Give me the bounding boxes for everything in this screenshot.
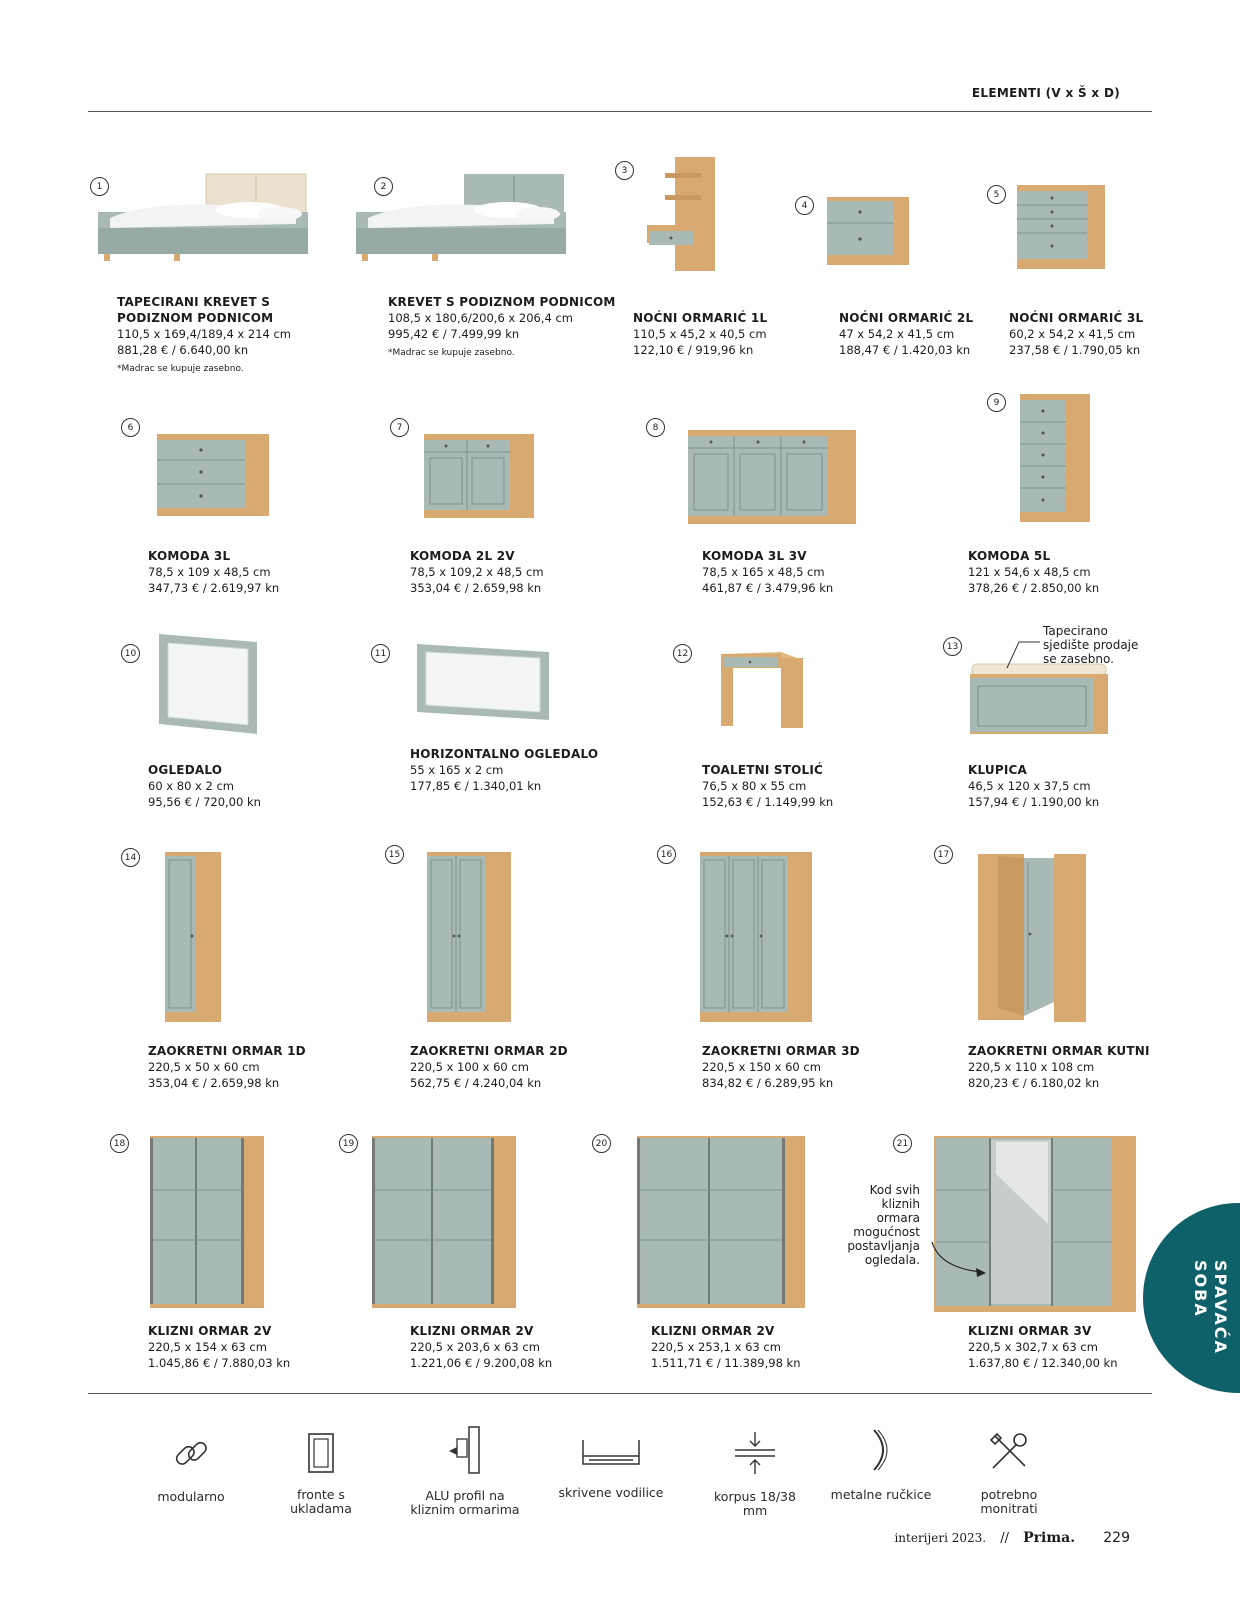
horizontal-mirror-image: [415, 642, 551, 722]
item-number: 20: [592, 1134, 611, 1153]
sliding-wardrobe-203-image: [370, 1134, 518, 1310]
nightstand-2-drawers-image: [825, 195, 911, 267]
product-dimensions: 47 x 54,2 x 41,5 cm: [839, 327, 955, 341]
product-dimensions: 78,5 x 109,2 x 48,5 cm: [410, 565, 544, 579]
product-13: [968, 762, 1198, 810]
mattress-note: *Madrac se kupuje zasebno.: [117, 364, 244, 374]
feature-label: fronte s ukladama: [290, 1487, 352, 1516]
feature-assembly: [954, 1430, 1064, 1516]
product-name: NOĆNI ORMARIĆ 2L: [839, 311, 974, 325]
item-number: 6: [121, 418, 140, 437]
product-price: 122,10 € / 919,96 kn: [633, 343, 754, 357]
item-number: 7: [390, 418, 409, 437]
item-number: 16: [657, 845, 676, 864]
feature-runners: [556, 1432, 666, 1500]
page-number: 229: [1103, 1530, 1130, 1546]
feature-label: metalne ručkice: [830, 1487, 932, 1502]
alu-profile-icon: [443, 1425, 487, 1475]
item-number: 4: [795, 196, 814, 215]
product-6: [148, 548, 378, 596]
product-name: OGLEDALO: [148, 763, 223, 777]
board-thickness-icon: [733, 1430, 777, 1476]
tools-icon: [987, 1430, 1031, 1474]
product-3: [633, 310, 863, 358]
product-dimensions: 220,5 x 50 x 60 cm: [148, 1060, 260, 1074]
item-number: 10: [121, 644, 140, 663]
sliding-wardrobe-154-image: [148, 1134, 266, 1310]
brand-logo: Prima.: [1023, 1530, 1076, 1546]
metal-handle-icon: [866, 1426, 896, 1474]
product-price: 1.045,86 € / 7.880,03 kn: [148, 1356, 291, 1370]
dresser-3-drawers-image: [155, 432, 271, 518]
item-number: 11: [371, 644, 390, 663]
product-name: KLIZNI ORMAR 2V: [148, 1324, 272, 1338]
product-16: [702, 1043, 932, 1091]
product-dimensions: 220,5 x 203,6 x 63 cm: [410, 1340, 540, 1354]
product-price: 1.511,71 € / 11.389,98 kn: [651, 1356, 801, 1370]
product-dimensions: 108,5 x 180,6/200,6 x 206,4 cm: [388, 311, 573, 325]
footer-separator: //: [1000, 1531, 1009, 1546]
product-dimensions: 110,5 x 169,4/189,4 x 214 cm: [117, 327, 292, 341]
product-2: [388, 294, 618, 358]
feature-label: skrivene vodilice: [558, 1485, 664, 1500]
product-price: 378,26 € / 2.850,00 kn: [968, 581, 1100, 595]
product-dimensions: 110,5 x 45,2 x 40,5 cm: [633, 327, 767, 341]
mirror-image: [157, 632, 261, 736]
product-dimensions: 46,5 x 120 x 37,5 cm: [968, 779, 1091, 793]
feature-modular: [136, 1432, 246, 1504]
nightstand-3-drawers-image: [1015, 183, 1107, 271]
product-dimensions: 55 x 165 x 2 cm: [410, 763, 504, 777]
product-price: 188,47 € / 1.420,03 kn: [839, 343, 971, 357]
seat-callout: Tapecirano sjedište prodaje se zasebno.: [1043, 624, 1139, 666]
item-number: 15: [385, 845, 404, 864]
product-price: 1.221,06 € / 9.200,08 kn: [410, 1356, 553, 1370]
product-12: [702, 762, 932, 810]
item-number: 3: [615, 161, 634, 180]
mattress-note: *Madrac se kupuje zasebno.: [388, 348, 515, 358]
product-10: [148, 762, 378, 810]
item-number: 18: [110, 1134, 129, 1153]
wardrobe-1-door-image: [163, 850, 223, 1024]
section-tab-label: SPAVAĆA SOBA: [1191, 1260, 1230, 1355]
product-price: 834,82 € / 6.289,95 kn: [702, 1076, 834, 1090]
product-dimensions: 220,5 x 154 x 63 cm: [148, 1340, 267, 1354]
wardrobe-2-doors-image: [425, 850, 513, 1024]
item-number: 8: [646, 418, 665, 437]
item-number: 1: [90, 177, 109, 196]
product-name: KOMODA 5L: [968, 549, 1051, 563]
product-name: KOMODA 2L 2V: [410, 549, 515, 563]
hidden-drawer-runner-icon: [579, 1432, 643, 1472]
page-footer: [894, 1530, 1130, 1546]
product-price: 562,75 € / 4.240,04 kn: [410, 1076, 542, 1090]
product-price: 353,04 € / 2.659,98 kn: [410, 581, 542, 595]
vanity-table-image: [719, 650, 809, 730]
item-number: 19: [339, 1134, 358, 1153]
product-name: TAPECIRANI KREVET S PODIZNOM PODNICOM: [117, 295, 274, 325]
item-number: 21: [893, 1134, 912, 1153]
item-number: 9: [987, 393, 1006, 412]
product-dimensions: 220,5 x 302,7 x 63 cm: [968, 1340, 1098, 1354]
product-name: ZAOKRETNI ORMAR 3D: [702, 1044, 860, 1058]
upholstered-bed-image: [90, 172, 310, 264]
product-dimensions: 121 x 54,6 x 48,5 cm: [968, 565, 1091, 579]
bottom-divider: [88, 1393, 1152, 1394]
product-price: 157,94 € / 1.190,00 kn: [968, 795, 1100, 809]
product-name: NOĆNI ORMARIĆ 3L: [1009, 311, 1144, 325]
product-11: [410, 746, 640, 794]
product-18: [148, 1323, 378, 1371]
feature-body: [700, 1430, 810, 1518]
wall-nightstand-image: [645, 155, 725, 273]
feature-alu: [410, 1425, 520, 1517]
feature-handles: [826, 1426, 936, 1502]
item-number: 2: [374, 177, 393, 196]
product-name: ZAOKRETNI ORMAR 1D: [148, 1044, 306, 1058]
item-number: 17: [934, 845, 953, 864]
product-name: NOĆNI ORMARIĆ 1L: [633, 311, 768, 325]
product-7: [410, 548, 640, 596]
product-name: KLIZNI ORMAR 2V: [651, 1324, 775, 1338]
mirror-callout: Kod svih kliznih ormara mogućnost postavljanja ogledala.: [847, 1183, 920, 1267]
dresser-3-drawers-3-doors-image: [686, 428, 858, 526]
product-14: [148, 1043, 378, 1091]
inset-front-icon: [306, 1432, 336, 1474]
product-17: [968, 1043, 1198, 1091]
product-5: [1009, 310, 1239, 358]
product-price: 237,58 € / 1.790,05 kn: [1009, 343, 1141, 357]
product-name: ZAOKRETNI ORMAR KUTNI: [968, 1044, 1150, 1058]
feature-fronts: [266, 1432, 376, 1516]
wardrobe-3-doors-image: [698, 850, 814, 1024]
product-price: 461,87 € / 3.479,96 kn: [702, 581, 834, 595]
product-price: 1.637,80 € / 12.340,00 kn: [968, 1356, 1118, 1370]
feature-label: korpus 18/38 mm: [714, 1489, 796, 1518]
product-15: [410, 1043, 640, 1091]
feature-label: potrebno monitrati: [980, 1487, 1038, 1516]
section-title: ELEMENTI (V x Š x D): [971, 86, 1120, 100]
product-price: 353,04 € / 2.659,98 kn: [148, 1076, 280, 1090]
item-number: 12: [673, 644, 692, 663]
item-number: 13: [943, 637, 962, 656]
product-price: 177,85 € / 1.340,01 kn: [410, 779, 542, 793]
product-9: [968, 548, 1198, 596]
product-name: KOMODA 3L 3V: [702, 549, 807, 563]
product-price: 152,63 € / 1.149,99 kn: [702, 795, 834, 809]
top-divider: [88, 111, 1152, 112]
item-number: 5: [987, 185, 1006, 204]
sliding-wardrobe-253-image: [635, 1134, 807, 1310]
magazine-name: interijeri 2023.: [894, 1531, 987, 1545]
product-name: ZAOKRETNI ORMAR 2D: [410, 1044, 568, 1058]
product-price: 347,73 € / 2.619,97 kn: [148, 581, 280, 595]
product-dimensions: 60 x 80 x 2 cm: [148, 779, 234, 793]
product-dimensions: 60,2 x 54,2 x 41,5 cm: [1009, 327, 1136, 341]
sliding-wardrobe-3-doors-mirror-image: [932, 1134, 1138, 1314]
product-price: 820,23 € / 6.180,02 kn: [968, 1076, 1100, 1090]
product-20: [651, 1323, 881, 1371]
bed-image: [348, 172, 568, 264]
product-dimensions: 76,5 x 80 x 55 cm: [702, 779, 807, 793]
product-name: KREVET S PODIZNOM PODNICOM: [388, 295, 616, 309]
corner-wardrobe-image: [976, 852, 1090, 1024]
product-name: TOALETNI STOLIĆ: [702, 763, 824, 777]
item-number: 14: [121, 848, 140, 867]
product-8: [702, 548, 932, 596]
product-dimensions: 78,5 x 109 x 48,5 cm: [148, 565, 271, 579]
callout-leader-line: [1005, 636, 1041, 670]
product-name: KOMODA 3L: [148, 549, 231, 563]
product-name: KLUPICA: [968, 763, 1028, 777]
product-price: 881,28 € / 6.640,00 kn: [117, 343, 249, 357]
product-price: 995,42 € / 7.499,99 kn: [388, 327, 520, 341]
feature-label: modularno: [157, 1489, 225, 1504]
product-1: [117, 294, 347, 374]
mirror-callout-arrow: [930, 1240, 988, 1280]
product-price: 95,56 € / 720,00 kn: [148, 795, 261, 809]
product-name: KLIZNI ORMAR 2V: [410, 1324, 534, 1338]
product-dimensions: 220,5 x 253,1 x 63 cm: [651, 1340, 781, 1354]
product-dimensions: 220,5 x 110 x 108 cm: [968, 1060, 1095, 1074]
product-dimensions: 220,5 x 150 x 60 cm: [702, 1060, 821, 1074]
product-19: [410, 1323, 640, 1371]
dresser-2-drawers-2-doors-image: [422, 432, 536, 520]
product-name: HORIZONTALNO OGLEDALO: [410, 747, 599, 761]
product-dimensions: 220,5 x 100 x 60 cm: [410, 1060, 529, 1074]
product-dimensions: 78,5 x 165 x 48,5 cm: [702, 565, 825, 579]
bench-image: [968, 660, 1110, 736]
dresser-5-drawers-image: [1018, 392, 1092, 524]
chain-link-icon: [169, 1432, 213, 1476]
feature-label: ALU profil na kliznim ormarima: [410, 1488, 520, 1517]
product-name: KLIZNI ORMAR 3V: [968, 1324, 1092, 1338]
